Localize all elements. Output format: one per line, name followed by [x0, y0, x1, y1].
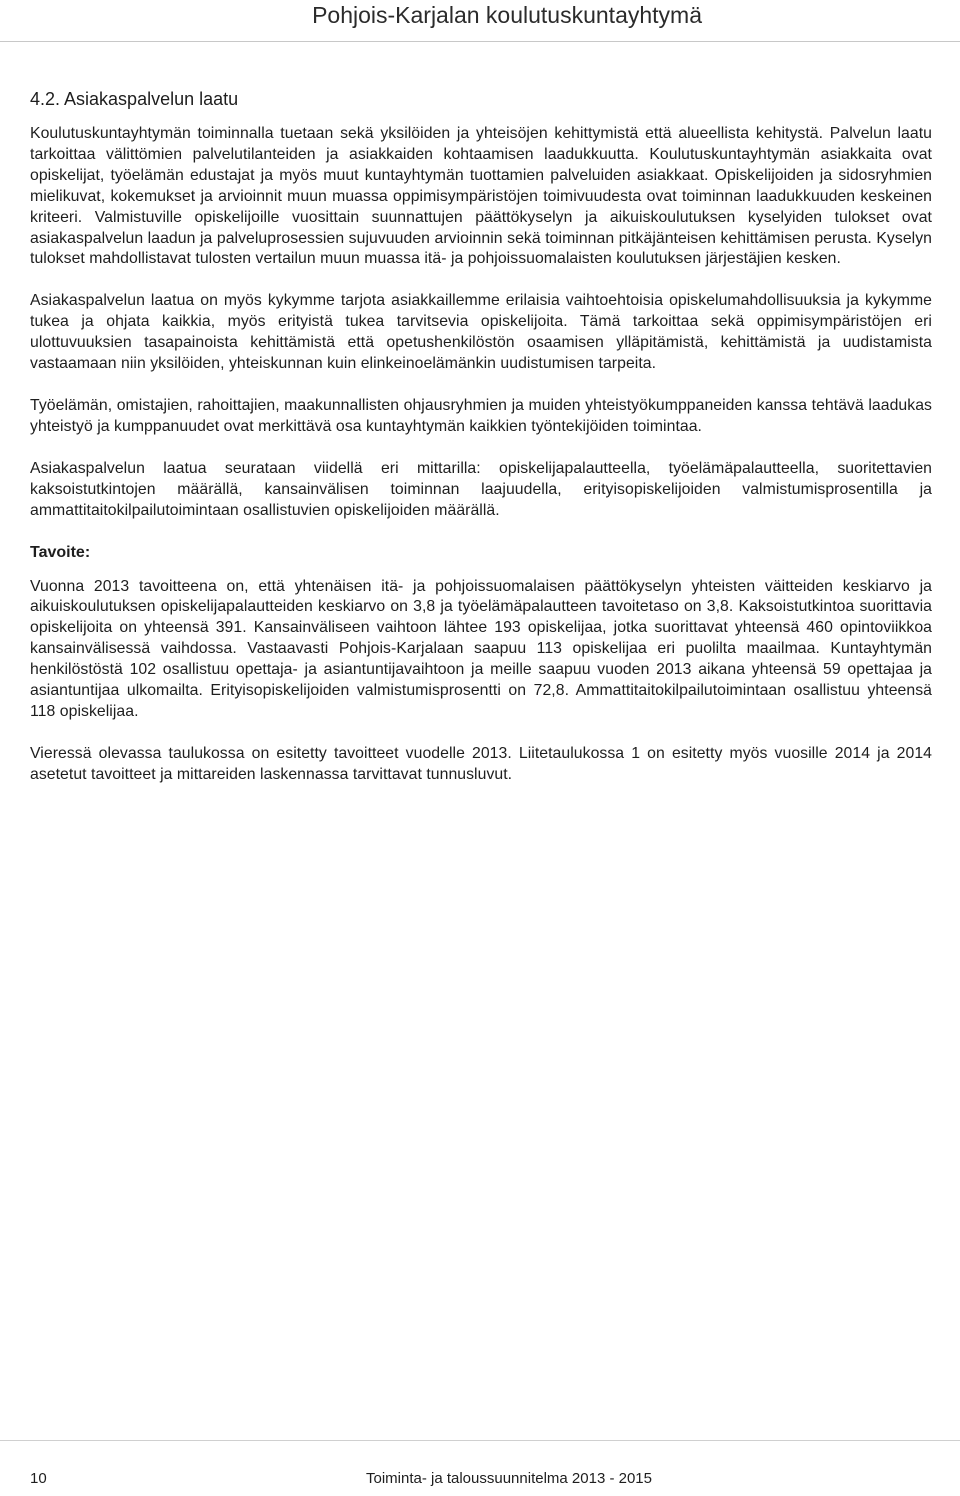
- paragraph-goals: Vuonna 2013 tavoitteena on, että yhtenäisen itä- ja pohjoissuomalaisen päättökyselyn yhteisten väitteiden keskiarvo ja aikuiskoulutuksen opiskelijapalautteiden keskiarvo on 3,8 ja työelämäpalautteen tavoitetaso on 3,8. Kaksoistutkintoa suorittavia opiskelijoita on yhteensä 391. Kansainväliseen vaihtoon lähtee 193 opiskelijaa, jotka suorittavat yhteensä 460 opintoviikkoa kansainvälisessä vaihdossa. Vastaavasti Pohjois-Karjalaan saapuu 113 opiskelijaa eri puolilta maailmaa. Kuntayhtymän henkilöstöstä 102 osallistuu opettaja- ja asiantuntijavaihtoon ja meille saapuu vuoden 2013 aikana yhteensä 59 opettajaa ja asiantuntijaa ulkomailta. Erityisopiskelijoiden valmistumisprosentti on 72,8. Ammattitaitokilpailutoimintaan osallistuu yhteensä 118 opiskelijaa.: [30, 577, 932, 720]
- paragraph-customer-service: Asiakaspalvelun laatua on myös kykymme tarjota asiakkaillemme erilaisia vaihtoehtoisia opiskelumahdollisuuksia ja kykymme tukea ja ohjata kaikkia, myös erityistä tukea tarvitsevia opiskelijoita. Tämä tarkoittaa sekä oppimisympäristöjen eri ulottuvuuksien tasapainoista kehittämistä että opetushenkilöstön osaamisen ylläpitämistä, kehittämistä ja uudistamista vastaamaan niin yksilöiden, yhteiskunnan kuin elinkeinoelämänkin uudistumisen tarpeita.: [30, 292, 932, 373]
- paragraph-indicators: Asiakaspalvelun laatua seurataan viidellä eri mittarilla: opiskelijapalautteella, työelämäpalautteella, suoritettavien kaksoistutkintojen määrällä, kansainvälisen toiminnan laajuudella, erityisopiskelijoiden valmistumisprosentilla ja ammattitaitokilpailutoimintaan osallistuvien opiskelijoiden määrällä.: [30, 459, 932, 519]
- page-header: [0, 0, 960, 42]
- organization-name: Pohjois-Karjalan koulutuskuntayhtymä: [312, 2, 702, 28]
- goal-label: Tavoite:: [30, 543, 91, 561]
- footer-divider: [0, 1440, 960, 1441]
- paragraph-table-reference: Vieressä olevassa taulukossa on esitetty tavoitteet vuodelle 2013. Liitetaulukossa 1 on esitetty myös vuosille 2014 ja 2014 asetetut tavoitteet ja mittareiden laskennassa tarvittavat tunnusluvut.: [30, 744, 932, 783]
- section-title: 4.2. Asiakaspalvelun laatu: [30, 89, 239, 109]
- footer-document-title: Toiminta- ja taloussuunnitelma 2013 - 2015: [365, 1470, 652, 1487]
- page-number: 10: [30, 1470, 47, 1487]
- paragraph-intro: Koulutuskuntayhtymän toiminnalla tuetaan sekä yksilöiden ja yhteisöjen kehittymistä että alueellista kehitystä. Palvelun laatu tarkoittaa välittömien palvelutilanteiden ja asiakkaiden kohtaamisen laadukkuutta. Koulutuskuntayhtymän asiakkaita ovat opiskelijat, työelämän edustajat ja myös muut kuntayhtymän tuottamien palveluiden asiakkaat. Opiskelijoiden ja sidosryhmien mielikuvat, kokemukset ja arvioinnit muun muassa oppimisympäristöjen toimivuudesta ovat toiminnan laadukkuuden keskeinen kriteeri. Valmistuville opiskelijoille vuosittain suunnattujen päättökyselyn ja aikuiskoulutuksen kyselyiden tulokset ovat asiakaspalvelun laadun ja palveluprosessien sujuvuuden arvioinnin sekä toiminnan pitkäjänteisen kehittämisen perusta. Kyselyn tulokset mahdollistavat tulosten vertailun muun muassa itä- ja pohjoissuomalaisten koulutuksen järjestäjien kesken.: [30, 125, 932, 268]
- main-content: [30, 88, 932, 807]
- paragraph-cooperation: Työelämän, omistajien, rahoittajien, maakunnallisten ohjausryhmien ja muiden yhteistyökumppaneiden kanssa tehtävä laadukas yhteistyö ja kumppanuudet ovat merkittävä osa kuntayhtymän kaikkien työntekijöiden toimintaa.: [30, 396, 932, 435]
